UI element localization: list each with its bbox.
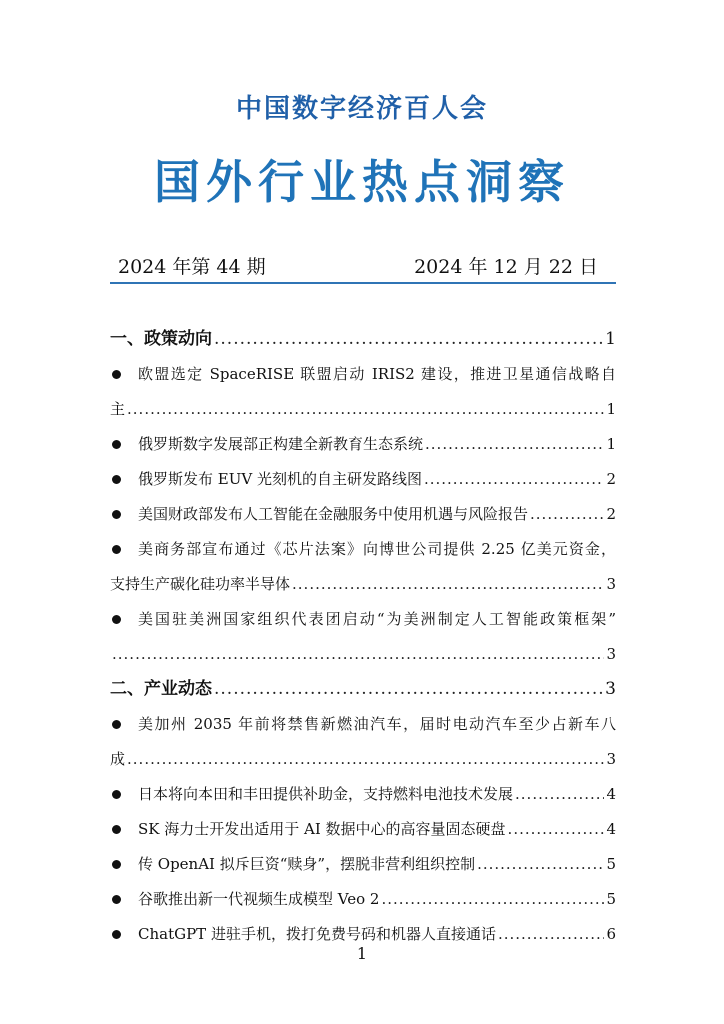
dot-leader — [292, 567, 604, 602]
toc-section-policy[interactable] — [110, 322, 616, 357]
page-number: 3 — [605, 679, 616, 699]
dot-leader — [127, 742, 604, 777]
entry-title: 欧盟选定 SpaceRISE 联盟启动 IRIS2 建设，推进卫星通信战略自 — [138, 365, 616, 383]
page-number: 2 — [606, 470, 616, 488]
entry-title: SK 海力士开发出适用于 AI 数据中心的高容量固态硬盘 — [138, 820, 506, 838]
dot-leader — [477, 847, 604, 882]
table-of-contents — [110, 322, 616, 952]
bullet-icon — [112, 440, 121, 449]
dot-leader — [515, 777, 604, 812]
page-number: 3 — [606, 645, 616, 663]
dot-leader — [381, 882, 604, 917]
entry-title: 俄罗斯数字发展部正构建全新教育生态系统 — [138, 435, 424, 453]
page-number: 6 — [606, 925, 616, 943]
dot-leader — [425, 427, 604, 462]
toc-entry[interactable] — [110, 777, 616, 812]
entry-title: 谷歌推出新一代视频生成模型 Veo 2 — [138, 890, 380, 908]
entry-title-continued: 主 — [110, 400, 126, 418]
bullet-icon — [112, 790, 121, 799]
page-number: 1 — [605, 329, 616, 349]
entry-title: 日本将向本田和丰田提供补助金，支持燃料电池技术发展 — [138, 785, 514, 803]
bullet-icon — [112, 370, 121, 379]
toc-entry[interactable] — [110, 882, 616, 917]
dot-leader — [214, 322, 603, 357]
toc-entry[interactable] — [110, 707, 616, 742]
bullet-icon — [112, 930, 121, 939]
dot-leader — [530, 497, 604, 532]
page-number: 4 — [606, 785, 616, 803]
dot-leader — [424, 462, 604, 497]
toc-entry[interactable] — [110, 812, 616, 847]
entry-title: 俄罗斯发布 EUV 光刻机的自主研发路线图 — [138, 470, 422, 488]
toc-entry-continuation[interactable] — [110, 637, 616, 672]
toc-entry[interactable] — [110, 427, 616, 462]
page-number: 4 — [606, 820, 616, 838]
organization-name: 中国数字经济百人会 — [235, 94, 488, 124]
entry-title-continued: 支持生产碳化硅功率半导体 — [110, 575, 291, 593]
bullet-icon — [112, 475, 121, 484]
bullet-icon — [112, 545, 121, 554]
issue-info-row — [110, 252, 616, 284]
footer-page-number: 1 — [356, 944, 368, 963]
page-number: 5 — [606, 890, 616, 908]
toc-entry-continuation[interactable] — [110, 567, 616, 602]
toc-entry[interactable] — [110, 532, 616, 567]
page-number: 2 — [606, 505, 616, 523]
bullet-icon — [112, 720, 121, 729]
toc-entry[interactable] — [110, 462, 616, 497]
dot-leader — [127, 392, 604, 427]
entry-title: 传 OpenAI 拟斥巨资“赎身”，摆脱非营利组织控制 — [138, 855, 476, 873]
section-title: 产业动态 — [144, 679, 212, 699]
entry-title: 美商务部宣布通过《芯片法案》向博世公司提供 2.25 亿美元资金， — [138, 540, 616, 558]
bullet-icon — [112, 510, 121, 519]
toc-entry[interactable] — [110, 847, 616, 882]
dot-leader — [214, 672, 603, 707]
section-number: 一、 — [110, 329, 144, 349]
entry-title: ChatGPT 进驻手机，拨打免费号码和机器人直接通话 — [138, 925, 496, 943]
entry-title: 美加州 2035 年前将禁售新燃油汽车，届时电动汽车至少占新车八 — [138, 715, 616, 733]
section-number: 二、 — [110, 679, 144, 699]
bullet-icon — [112, 825, 121, 834]
report-title: 国外行业热点洞察 — [154, 155, 570, 209]
page-number: 3 — [606, 750, 616, 768]
dot-leader — [112, 637, 604, 672]
issue-number: 2024 年第 44 期 — [118, 256, 266, 278]
bullet-icon — [112, 860, 121, 869]
toc-entry[interactable] — [110, 602, 616, 637]
toc-entry[interactable] — [110, 497, 616, 532]
toc-entry-continuation[interactable] — [110, 742, 616, 777]
section-title: 政策动向 — [144, 329, 212, 349]
dot-leader — [508, 812, 605, 847]
issue-date: 2024 年 12 月 22 日 — [414, 256, 598, 278]
toc-entry[interactable] — [110, 357, 616, 392]
bullet-icon — [112, 895, 121, 904]
entry-title: 美国驻美洲国家组织代表团启动“为美洲制定人工智能政策框架” — [138, 610, 616, 628]
page-number: 1 — [606, 435, 616, 453]
entry-title: 美国财政部发布人工智能在金融服务中使用机遇与风险报告 — [138, 505, 529, 523]
page-number: 3 — [606, 575, 616, 593]
bullet-icon — [112, 615, 121, 624]
page-number: 1 — [606, 400, 616, 418]
page-number: 5 — [606, 855, 616, 873]
toc-entry-continuation[interactable] — [110, 392, 616, 427]
toc-section-industry[interactable] — [110, 672, 616, 707]
entry-title-continued: 成 — [110, 750, 126, 768]
